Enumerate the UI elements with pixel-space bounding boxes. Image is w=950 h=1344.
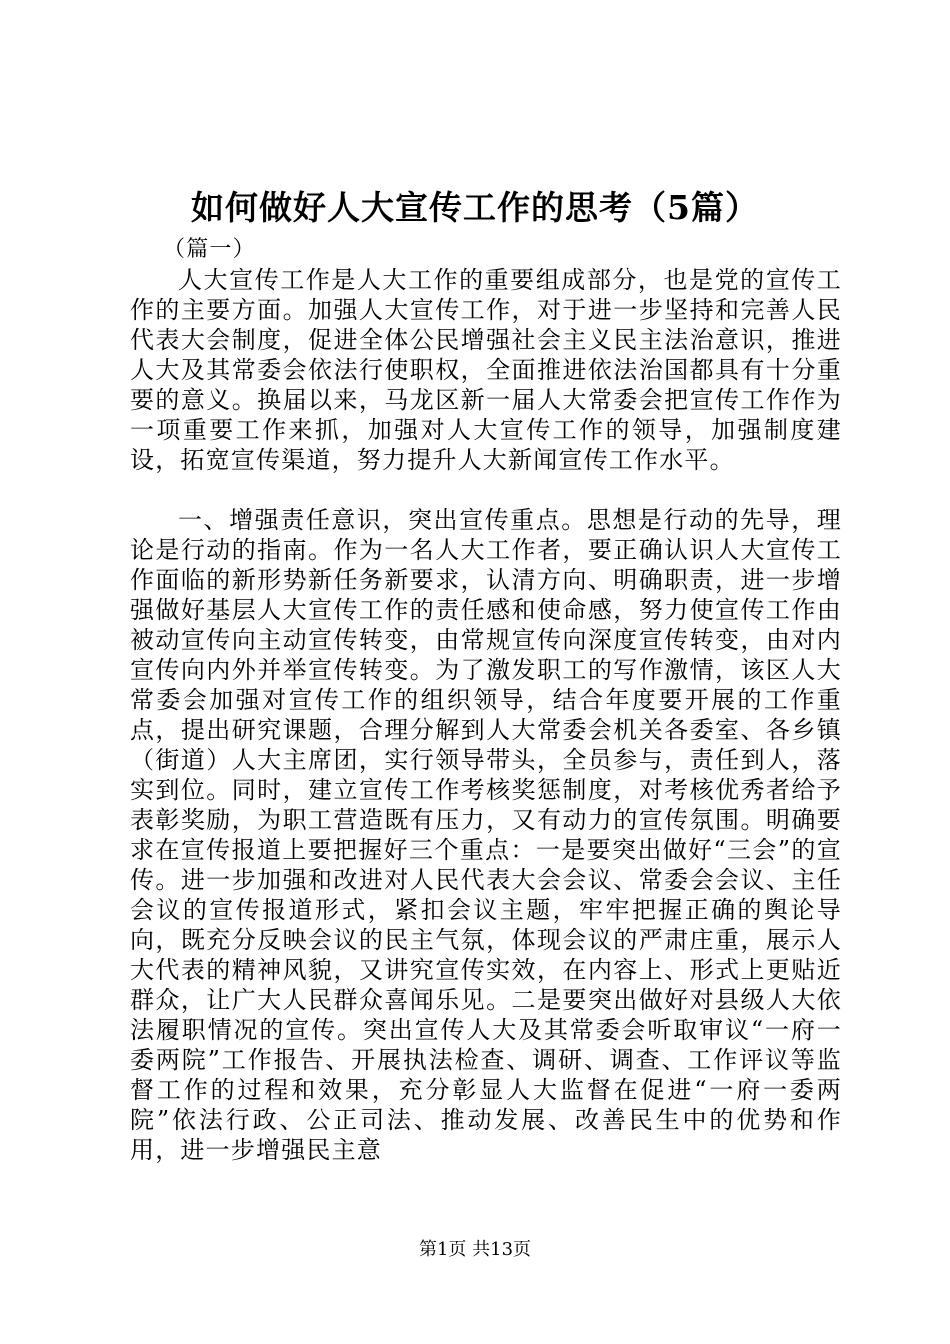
paragraph-spacer (130, 475, 842, 505)
page-footer: 第1页 共13页 (418, 1239, 532, 1260)
document-body (130, 235, 842, 1165)
section-label: （篇一） (163, 237, 256, 262)
document-title: 如何做好人大宣传工作的思考（5篇） (191, 188, 759, 227)
paragraph-intro: 人大宣传工作是人大工作的重要组成部分，也是党的宣传工作的主要方面。加强人大宣传工作，对于进一步坚持和完善人民代表大会制度，促进全体公民增强社会主义民主法治意识，推进人大及其常委会依法行使职权，全面推进依法治国都具有十分重要的意义。换届以来，马龙区新一届人大常委会把宣传工作作为一项重要工作来抓，加强对人大宣传工作的领导，加强制度建设，拓宽宣传渠道，努力提升人大新闻宣传工作水平。 (130, 266, 842, 474)
paragraph-section-one: 一、增强责任意识，突出宣传重点。思想是行动的先导，理论是行动的指南。作为一名人大工作者，要正确认识人大宣传工作面临的新形势新任务新要求，认清方向、明确职责，进一步增强做好基层人大宣传工作的责任感和使命感，努力使宣传工作由被动宣传向主动宣传转变，由常规宣传向深度宣传转变，由对内宣传向内外并举宣传转变。为了激发职工的写作激情，该区人大常委会加强对宣传工作的组织领导，结合年度要开展的工作重点，提出研究课题，合理分解到人大常委会机关各委室、各乡镇（街道）人大主席团，实行领导带头，全员参与，责任到人，落实到位。同时，建立宣传工作考核奖惩制度，对考核优秀者给予表彰奖励，为职工营造既有压力，又有动力的宣传氛围。明确要求在宣传报道上要把握好三个重点：一是要突出做好“三会”的宣传。进一步加强和改进对人民代表大会会议、常委会会议、主任会议的宣传报道形式，紧扣会议主题，牢牢把握正确的舆论导向，既充分反映会议的民主气氛，体现会议的严肃庄重，展示人大代表的精神风貌，又讲究宣传实效，在内容上、形式上更贴近群众，让广大人民群众喜闻乐见。二是要突出做好对县级人大依法履职情况的宣传。突出宣传人大及其常委会听取审议“一府一委两院”工作报告、开展执法检查、调研、调查、工作评议等监督工作的过程和效果，充分彰显人大监督在促进“一府一委两院”依法行政、公正司法、推动发展、改善民生中的优势和作用，进一步增强民主意 (130, 506, 842, 1164)
